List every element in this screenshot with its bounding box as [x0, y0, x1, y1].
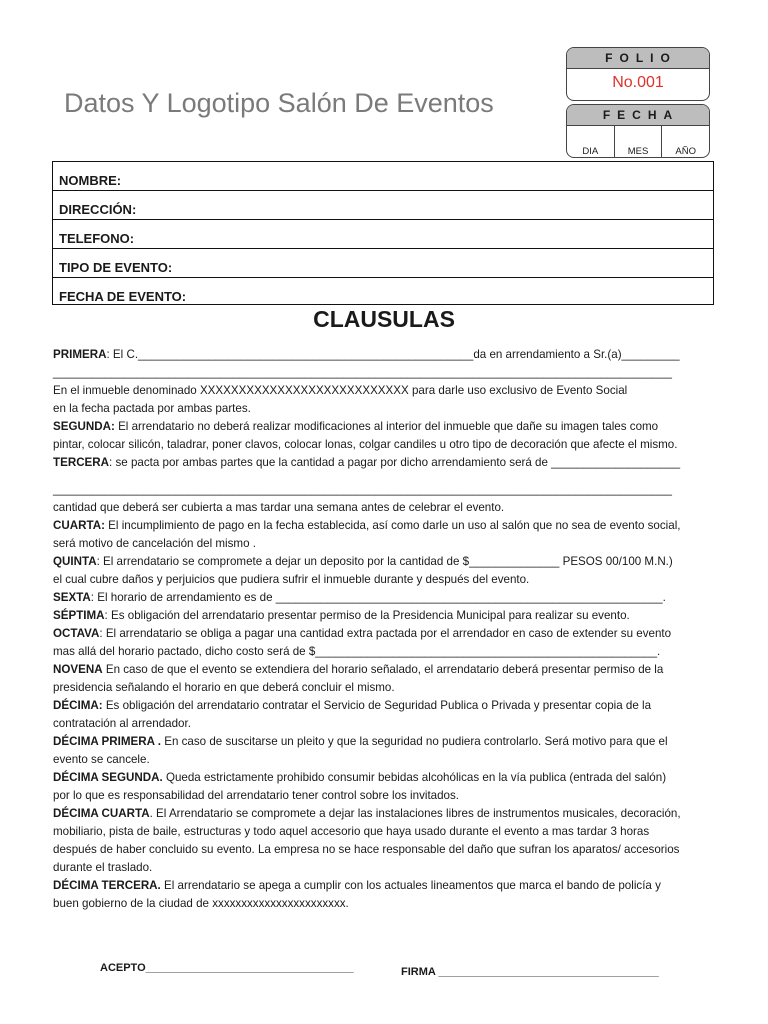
- clause-text: En caso de suscitarse un pleito y que la seguridad no pudiera controlarlo. Será motivo para que el: [161, 735, 668, 748]
- clause-line: [53, 418, 717, 436]
- clause-line: [53, 436, 717, 454]
- clause-heading: PRIMERA: [53, 348, 107, 361]
- clause-line: [53, 751, 717, 769]
- fecha-evento-field[interactable]: [53, 278, 713, 306]
- clause-text: ________________________________________________________________________________________________: [53, 366, 672, 379]
- clause-line: [53, 823, 717, 841]
- clause-line: [53, 877, 717, 895]
- clause-line: [53, 895, 717, 913]
- direccion-field[interactable]: [53, 191, 713, 220]
- acepto-signature-line[interactable]: ACEPTO__________________________________: [100, 962, 354, 974]
- clause-line: [53, 400, 717, 418]
- clause-heading: DÉCIMA TERCERA.: [53, 879, 161, 892]
- firma-signature-line[interactable]: FIRMA ____________________________________: [401, 966, 659, 978]
- fecha-evento-label: FECHA DE EVENTO:: [59, 289, 187, 304]
- clause-text: en la fecha pactada por ambas partes.: [53, 402, 251, 415]
- clause-text: En el inmueble denominado XXXXXXXXXXXXXXXXXXXXXXXXXXX para darle uso exclusivo de Evento Social: [53, 384, 628, 397]
- clause-line: [53, 805, 717, 823]
- clause-text: : El horario de arrendamiento es de ____________________________________________________________.: [90, 591, 666, 604]
- tipo-evento-field[interactable]: [53, 249, 713, 278]
- clause-text: : Es obligación del arrendatario presentar permiso de la Presidencia Municipal para realizar su evento.: [104, 609, 630, 622]
- clause-line: [53, 607, 717, 625]
- clause-text: El arrendatario no deberá realizar modificaciones al interior del inmueble que dañe su imagen tales como: [114, 420, 659, 433]
- clause-line: [53, 733, 717, 751]
- fecha-anio-label: AÑO: [675, 146, 696, 157]
- fecha-mes-cell[interactable]: [614, 126, 662, 157]
- clause-text: mobiliario, pista de baile, estructuras y todo aquel accesorio que haya usado durante el evento a mas tardar 3 horas: [53, 825, 650, 838]
- clause-text: : El arrendatario se obliga a pagar una cantidad extra pactada por el arrendador en caso de extender su evento: [99, 627, 672, 640]
- clause-line: [53, 535, 717, 553]
- clause-line: [53, 346, 717, 364]
- clause-line: [53, 679, 717, 697]
- clause-line: [53, 841, 717, 859]
- clause-line: [53, 454, 717, 472]
- clause-heading: DÉCIMA SEGUNDA.: [53, 771, 163, 784]
- telefono-field[interactable]: [53, 220, 713, 249]
- fecha-anio-cell[interactable]: [661, 126, 709, 157]
- tipo-evento-label: TIPO DE EVENTO:: [59, 260, 173, 275]
- clause-text: contratación al arrendador.: [53, 717, 191, 730]
- clause-text: . El Arrendatario se compromete a dejar las instalaciones libres de instrumentos musicales, decoración,: [149, 807, 681, 820]
- clause-text: el cual cubre daños y perjuicios que pudiera sufrir el inmueble durante y después del evento.: [53, 573, 530, 586]
- clause-line: [53, 769, 717, 787]
- clause-text: cantidad que deberá ser cubierta a mas tardar una semana antes de celebrar el evento.: [53, 501, 505, 514]
- clause-text: será motivo de cancelación del mismo .: [53, 537, 256, 550]
- clause-text: : El C.____________________________________________________da en arrendamiento a Sr.(a)_________: [106, 348, 680, 361]
- clause-line: [53, 643, 717, 661]
- fecha-mes-label: MES: [627, 146, 649, 157]
- clause-line: [53, 787, 717, 805]
- nombre-label: NOMBRE:: [59, 173, 122, 188]
- folio-number: No.001: [612, 74, 664, 91]
- clause-heading: TERCERA: [53, 456, 110, 469]
- clause-line: [53, 661, 717, 679]
- clause-text: El incumplimiento de pago en la fecha establecida, así como darle un uso al salón que no sea de evento social,: [104, 519, 681, 532]
- fecha-box: [566, 104, 710, 158]
- clause-heading: DÉCIMA PRIMERA .: [53, 735, 161, 748]
- folio-box: [566, 47, 710, 101]
- clause-line: [53, 589, 717, 607]
- clause-heading: DÉCIMA:: [53, 699, 103, 712]
- clause-text: presidencia señalando el horario en que deberá concluir el mismo.: [53, 681, 395, 694]
- clausulas-heading: CLAUSULAS: [313, 306, 455, 332]
- clause-text: después de haber concluido su evento. La empresa no se hace responsable del daño que sufran los aparatos/ accesorios: [53, 843, 680, 856]
- clause-text: : El arrendatario se compromete a dejar un deposito por la cantidad de $______________ PESOS 00/100 M.N.): [96, 555, 673, 568]
- clause-line: [53, 364, 717, 382]
- page-title: Datos Y Logotipo Salón De Eventos: [64, 88, 494, 118]
- line-gap: [53, 472, 717, 481]
- clause-line: [53, 517, 717, 535]
- clause-text: Queda estrictamente prohibido consumir bebidas alcohólicas en la vía publica (entrada del salón): [162, 771, 667, 784]
- clause-heading: QUINTA: [53, 555, 97, 568]
- clause-line: [53, 571, 717, 589]
- fecha-dia-cell[interactable]: [567, 126, 614, 157]
- clause-line: [53, 553, 717, 571]
- clause-text: pintar, colocar silicón, taladrar, poner clavos, colocar lonas, colgar candiles u otro tipo de decoración que afecte el mismo.: [53, 438, 678, 451]
- clause-heading: DÉCIMA CUARTA: [53, 807, 150, 820]
- fecha-label: FECHA: [567, 105, 709, 126]
- clause-heading: NOVENA: [53, 663, 103, 676]
- clause-line: [53, 697, 717, 715]
- clause-text: ________________________________________________________________________________________________: [53, 483, 672, 496]
- clause-text: mas allá del horario pactado, dicho costo será de $_____________________________________________________.: [53, 645, 661, 658]
- clause-text: En caso de que el evento se extendiera del horario señalado, el arrendatario deberá presentar permiso de la: [102, 663, 664, 676]
- clause-line: [53, 625, 717, 643]
- clause-line: [53, 499, 717, 517]
- clausulas-body: [53, 346, 717, 913]
- fecha-dia-label: DIA: [582, 146, 599, 157]
- clause-line: [53, 715, 717, 733]
- clause-line: [53, 859, 717, 877]
- clause-heading: OCTAVA: [53, 627, 100, 640]
- clause-text: : se pacta por ambas partes que la cantidad a pagar por dicho arrendamiento será de ____________________: [109, 456, 681, 469]
- clause-text: por lo que es responsabilidad del arrendatario tener control sobre los invitados.: [53, 789, 460, 802]
- clause-line: [53, 382, 717, 400]
- clause-text: El arrendatario se apega a cumplir con los actuales lineamentos que marca el bando de policía y: [160, 879, 661, 892]
- clause-heading: SEGUNDA:: [53, 420, 115, 433]
- clause-text: durante el traslado.: [53, 861, 153, 874]
- client-info-form: [52, 161, 714, 305]
- clause-heading: SÉPTIMA: [53, 609, 105, 622]
- folio-label: FOLIO: [567, 48, 709, 69]
- clause-line: [53, 481, 717, 499]
- clause-text: buen gobierno de la ciudad de xxxxxxxxxxxxxxxxxxxxxxx.: [53, 897, 349, 910]
- clause-text: Es obligación del arrendatario contratar el Servicio de Seguridad Publica o Privada y presentar copia de la: [102, 699, 652, 712]
- direccion-label: DIRECCIÓN:: [59, 202, 137, 217]
- clause-heading: SEXTA: [53, 591, 91, 604]
- telefono-label: TELEFONO:: [59, 231, 135, 246]
- clause-heading: CUARTA:: [53, 519, 105, 532]
- clause-text: evento se cancele.: [53, 753, 150, 766]
- nombre-field[interactable]: [53, 162, 713, 191]
